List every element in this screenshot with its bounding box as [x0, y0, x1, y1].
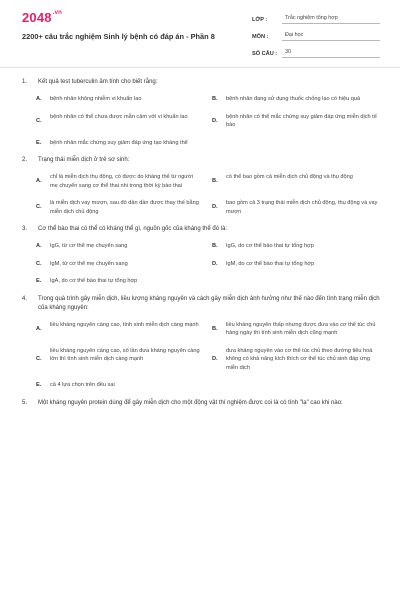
- question-stem: [0, 78, 400, 87]
- option-letter: A.: [36, 178, 42, 185]
- option-letter: C.: [36, 356, 42, 362]
- question-text: Kết quả test tuberculin âm tính cho biết rằng:: [38, 79, 158, 85]
- meta-value: 30: [282, 49, 380, 58]
- option-text: bệnh nhân có thể mắc chứng suy giảm đáp ứng miễn dịch tế bào: [226, 113, 377, 128]
- answer-options: [0, 321, 400, 390]
- answer-option[interactable]: [212, 321, 388, 338]
- option-letter: D.: [212, 117, 218, 124]
- answer-option[interactable]: [36, 113, 212, 130]
- option-text: bệnh nhân đang sử dụng thuốc chống lao có hiệu quả: [226, 96, 361, 102]
- meta-value: Trắc nghiệm tổng hợp: [282, 15, 380, 24]
- option-letter: C.: [36, 117, 42, 124]
- option-row: [36, 347, 388, 373]
- header-divider: [0, 67, 400, 68]
- question: [0, 225, 400, 286]
- option-letter: E.: [36, 278, 42, 284]
- answer-options: [0, 95, 400, 147]
- option-row: [36, 139, 388, 148]
- question: [0, 78, 400, 147]
- logo-text: 2048: [22, 10, 52, 25]
- option-text: chỉ là miễn dịch thụ động, có được do kháng thể từ người mẹ chuyển sang cơ thể thai nhi trong thời kỳ bào thai: [50, 174, 193, 189]
- answer-option[interactable]: [36, 381, 212, 390]
- document-header: [0, 0, 400, 64]
- option-text: là miễn dịch vay mượn, sau đó dần dần được thay thế bằng miễn dịch chủ động: [50, 200, 199, 215]
- document-meta: [252, 13, 380, 64]
- answer-option[interactable]: [212, 260, 388, 269]
- meta-label: LỚP :: [252, 16, 268, 23]
- option-row: [36, 321, 388, 338]
- option-text: đưa kháng nguyên vào cơ thể túc chủ theo đường tiêu hoá không có khả năng kích thích cơ thể túc chủ sinh đáp ứng miễn dịch: [226, 347, 373, 371]
- question-stem: [0, 399, 400, 408]
- answer-option[interactable]: [212, 242, 388, 251]
- meta-row: [252, 47, 380, 60]
- question-number: 2.: [22, 157, 28, 163]
- site-logo[interactable]: [22, 10, 62, 25]
- option-row: [36, 242, 388, 251]
- answer-option[interactable]: [36, 321, 212, 338]
- option-letter: C.: [36, 260, 42, 267]
- option-letter: B.: [212, 243, 218, 249]
- question-stem: [0, 225, 400, 234]
- answer-option[interactable]: [36, 260, 212, 269]
- answer-option[interactable]: [36, 277, 212, 286]
- option-text: IgM, do cơ thể bào thai tự tổng hợp: [226, 260, 315, 267]
- option-letter: C.: [36, 204, 42, 211]
- answer-option[interactable]: [36, 347, 212, 373]
- question-text: Trong quá trình gây miễn dịch, liều lượng kháng nguyên và cách gây miễn dịch ảnh hưởng như thế nào đến tình trạng miễn dịch của kháng nguyên:: [38, 295, 380, 311]
- option-text: IgA, do cơ thể bào thai tự tổng hợp: [50, 278, 138, 284]
- option-text: liều kháng nguyên càng cao, tính sinh miễn dịch càng mạnh: [50, 321, 199, 328]
- option-text: bệnh nhân mắc chứng suy giảm đáp ứng tạo kháng thể: [50, 139, 188, 146]
- option-text: IgG, từ cơ thể mẹ chuyển sang: [50, 243, 128, 249]
- answer-option[interactable]: [36, 173, 212, 190]
- option-text: cả 4 lựa chọn trên đều sai: [50, 382, 115, 388]
- option-letter: B.: [212, 96, 218, 102]
- answer-option[interactable]: [212, 113, 388, 130]
- logo-domain: .vn: [52, 10, 63, 16]
- option-row: [36, 277, 388, 286]
- option-letter: E.: [36, 139, 42, 146]
- option-row: [36, 199, 388, 216]
- option-letter: D.: [212, 260, 218, 267]
- option-text: bệnh nhân có thể chưa được mẫn cảm với vi khuẩn lao: [50, 113, 188, 120]
- meta-row: [252, 13, 380, 26]
- option-letter: D.: [212, 204, 218, 211]
- question-text: Một kháng nguyên protein dùng để gây miễn dịch cho một động vật thí nghiệm được coi là có tính "lạ" cao khi nào:: [38, 399, 343, 406]
- option-row: [36, 381, 388, 390]
- option-text: bệnh nhân không nhiễm vi khuẩn lao: [50, 96, 142, 102]
- answer-option[interactable]: [212, 347, 388, 373]
- option-row: [36, 113, 388, 130]
- question-list: [0, 78, 400, 416]
- answer-option[interactable]: [36, 242, 212, 251]
- question-text: Trạng thái miễn dịch ở trẻ sơ sinh:: [38, 157, 130, 163]
- option-row: [36, 95, 388, 104]
- question: [0, 295, 400, 390]
- meta-value: Đại học: [282, 32, 380, 41]
- question-number: 4.: [22, 295, 28, 302]
- option-text: có thể bao gồm cả miễn dịch chủ động và thụ động: [226, 174, 353, 180]
- answer-option[interactable]: [36, 95, 212, 104]
- answer-option[interactable]: [212, 173, 388, 190]
- meta-label: SỐ CÂU :: [252, 50, 278, 57]
- answer-option[interactable]: [212, 95, 388, 104]
- option-letter: D.: [212, 356, 218, 362]
- answer-option[interactable]: [36, 199, 212, 216]
- answer-option[interactable]: [212, 199, 388, 216]
- option-letter: B.: [212, 178, 218, 185]
- meta-label: MÔN :: [252, 33, 269, 40]
- option-text: bao gồm cả 3 trạng thái miễn dịch chủ động, thụ động và vay mượn: [226, 200, 378, 215]
- meta-row: [252, 30, 380, 43]
- document-title: 2200+ câu trắc nghiệm Sinh lý bệnh có đáp án - Phần 8: [22, 32, 215, 41]
- question-stem: [0, 295, 400, 313]
- option-letter: B.: [212, 325, 218, 332]
- option-letter: A.: [36, 325, 42, 332]
- question: [0, 156, 400, 216]
- option-text: liều kháng nguyên thấp nhưng được đưa vào cơ thể túc chủ hàng ngày thì tính sinh miễn dịch cũng mạnh: [226, 321, 376, 336]
- answer-options: [0, 173, 400, 216]
- option-letter: A.: [36, 96, 42, 102]
- option-text: IgG, do cơ thể bào thai tự tổng hợp: [226, 243, 314, 249]
- question-number: 5.: [22, 399, 28, 406]
- option-row: [36, 260, 388, 269]
- option-text: liều kháng nguyên càng cao, số lần đưa kháng nguyên càng lớn thì tính sinh miễn dịch càng mạnh: [50, 347, 200, 362]
- question-number: 3.: [22, 226, 28, 232]
- option-letter: A.: [36, 243, 42, 249]
- answer-options: [0, 242, 400, 286]
- option-text: IgM, từ cơ thể mẹ chuyển sang: [50, 260, 128, 267]
- question-number: 1.: [22, 79, 28, 85]
- answer-option[interactable]: [36, 139, 212, 148]
- question-stem: [0, 156, 400, 165]
- question-text: Cơ thể bào thai có thể có kháng thể gì, nguồn gốc của kháng thể đó là:: [38, 226, 228, 232]
- option-row: [36, 173, 388, 190]
- option-letter: E.: [36, 382, 42, 388]
- question: [0, 399, 400, 408]
